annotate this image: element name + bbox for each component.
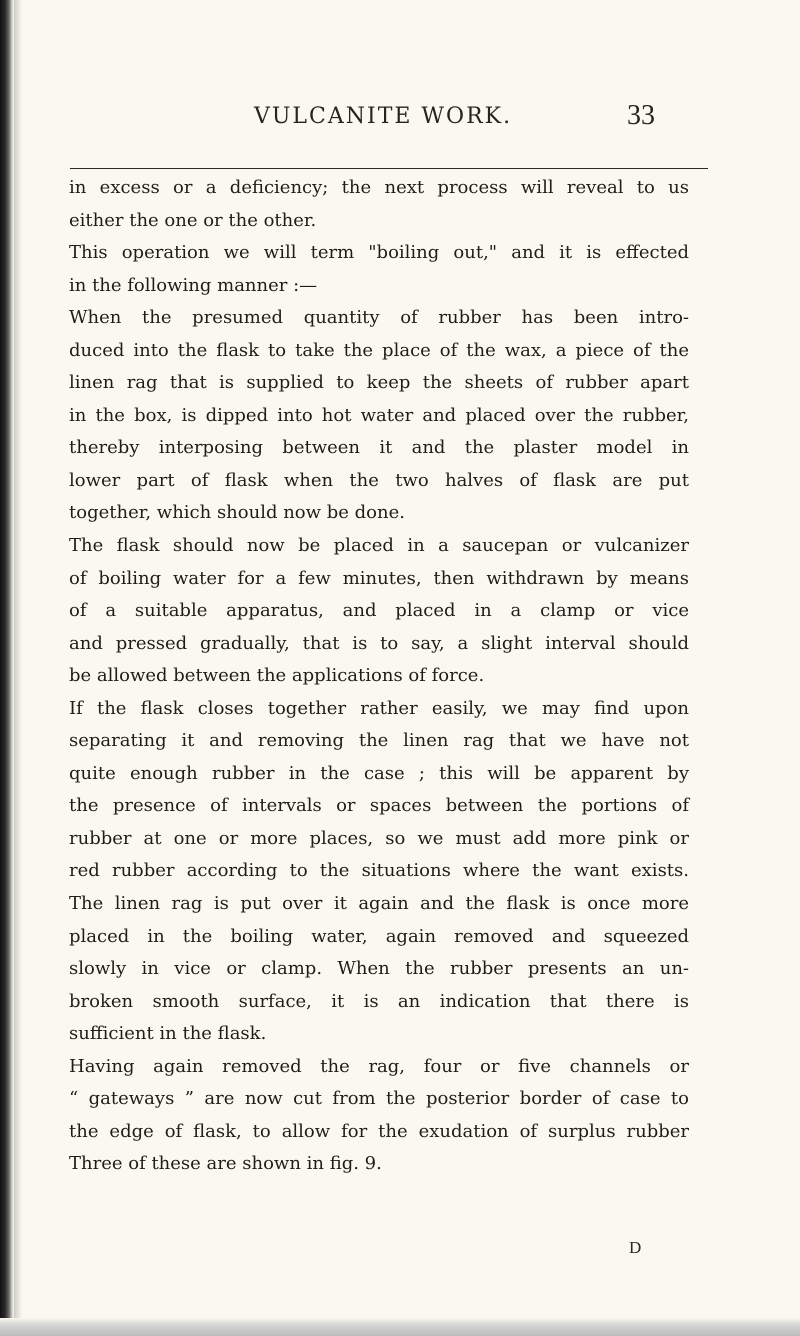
header-rule bbox=[70, 168, 708, 169]
text-line: Having again removed the rag, four or five channels or bbox=[69, 1055, 689, 1077]
text-line: When the presumed quantity of rubber has been intro- bbox=[69, 307, 689, 329]
page-number: 33 bbox=[627, 100, 655, 131]
text-line: placed in the boiling water, again removed and squeezed bbox=[69, 925, 689, 947]
scan-bottom-edge bbox=[0, 1318, 800, 1336]
text-line: rubber at one or more places, so we must add more pink or bbox=[69, 827, 689, 849]
text-line: lower part of flask when the two halves of flask are put bbox=[69, 469, 689, 491]
text-line: linen rag that is supplied to keep the sheets of rubber apart bbox=[69, 372, 689, 394]
text-line: together, which should now be done. bbox=[69, 502, 405, 524]
text-line: the presence of intervals or spaces between the portions of bbox=[69, 795, 689, 817]
text-line: The linen rag is put over it again and the flask is once more bbox=[69, 893, 689, 915]
text-line: in the box, is dipped into hot water and placed over the rubber, bbox=[69, 404, 689, 426]
text-line: separating it and removing the linen rag that we have not bbox=[69, 730, 689, 752]
text-line: in the following manner :— bbox=[69, 274, 318, 296]
text-line: thereby interposing between it and the plaster model in bbox=[69, 437, 689, 459]
text-line: and pressed gradually, that is to say, a slight interval should bbox=[69, 632, 689, 654]
signature-mark: D bbox=[629, 1238, 642, 1257]
text-line: “ gateways ” are now cut from the posterior border of case to bbox=[69, 1088, 689, 1110]
binding-edge bbox=[0, 0, 14, 1336]
text-line: The flask should now be placed in a saucepan or vulcanizer bbox=[69, 535, 689, 557]
text-line: sufficient in the flask. bbox=[69, 1023, 267, 1045]
text-line: duced into the flask to take the place of the wax, a piece of the bbox=[69, 339, 689, 361]
body-text bbox=[69, 172, 689, 1181]
running-head: VULCANITE WORK. bbox=[254, 104, 513, 129]
text-line: If the flask closes together rather easily, we may find upon bbox=[69, 697, 689, 719]
text-line: in excess or a deficiency; the next process will reveal to us bbox=[69, 177, 689, 198]
text-line: quite enough rubber in the case ; this will be apparent by bbox=[69, 762, 689, 784]
binding-shadow bbox=[14, 0, 22, 1336]
text-line: either the one or the other. bbox=[69, 209, 317, 231]
text-line: of boiling water for a few minutes, then withdrawn by means bbox=[69, 567, 689, 589]
text-line: the edge of flask, to allow for the exudation of surplus rubber bbox=[69, 1120, 689, 1142]
text-line: Three of these are shown in fig. 9. bbox=[69, 1153, 382, 1175]
text-line: of a suitable apparatus, and placed in a clamp or vice bbox=[69, 600, 689, 622]
text-line: red rubber according to the situations where the want exists. bbox=[69, 860, 689, 882]
text-line: broken smooth surface, it is an indication that there is bbox=[69, 990, 689, 1012]
text-line: slowly in vice or clamp. When the rubber presents an un- bbox=[69, 958, 689, 980]
text-line: This operation we will term "boiling out," and it is effected bbox=[69, 242, 689, 264]
text-line: be allowed between the applications of force. bbox=[69, 665, 485, 687]
